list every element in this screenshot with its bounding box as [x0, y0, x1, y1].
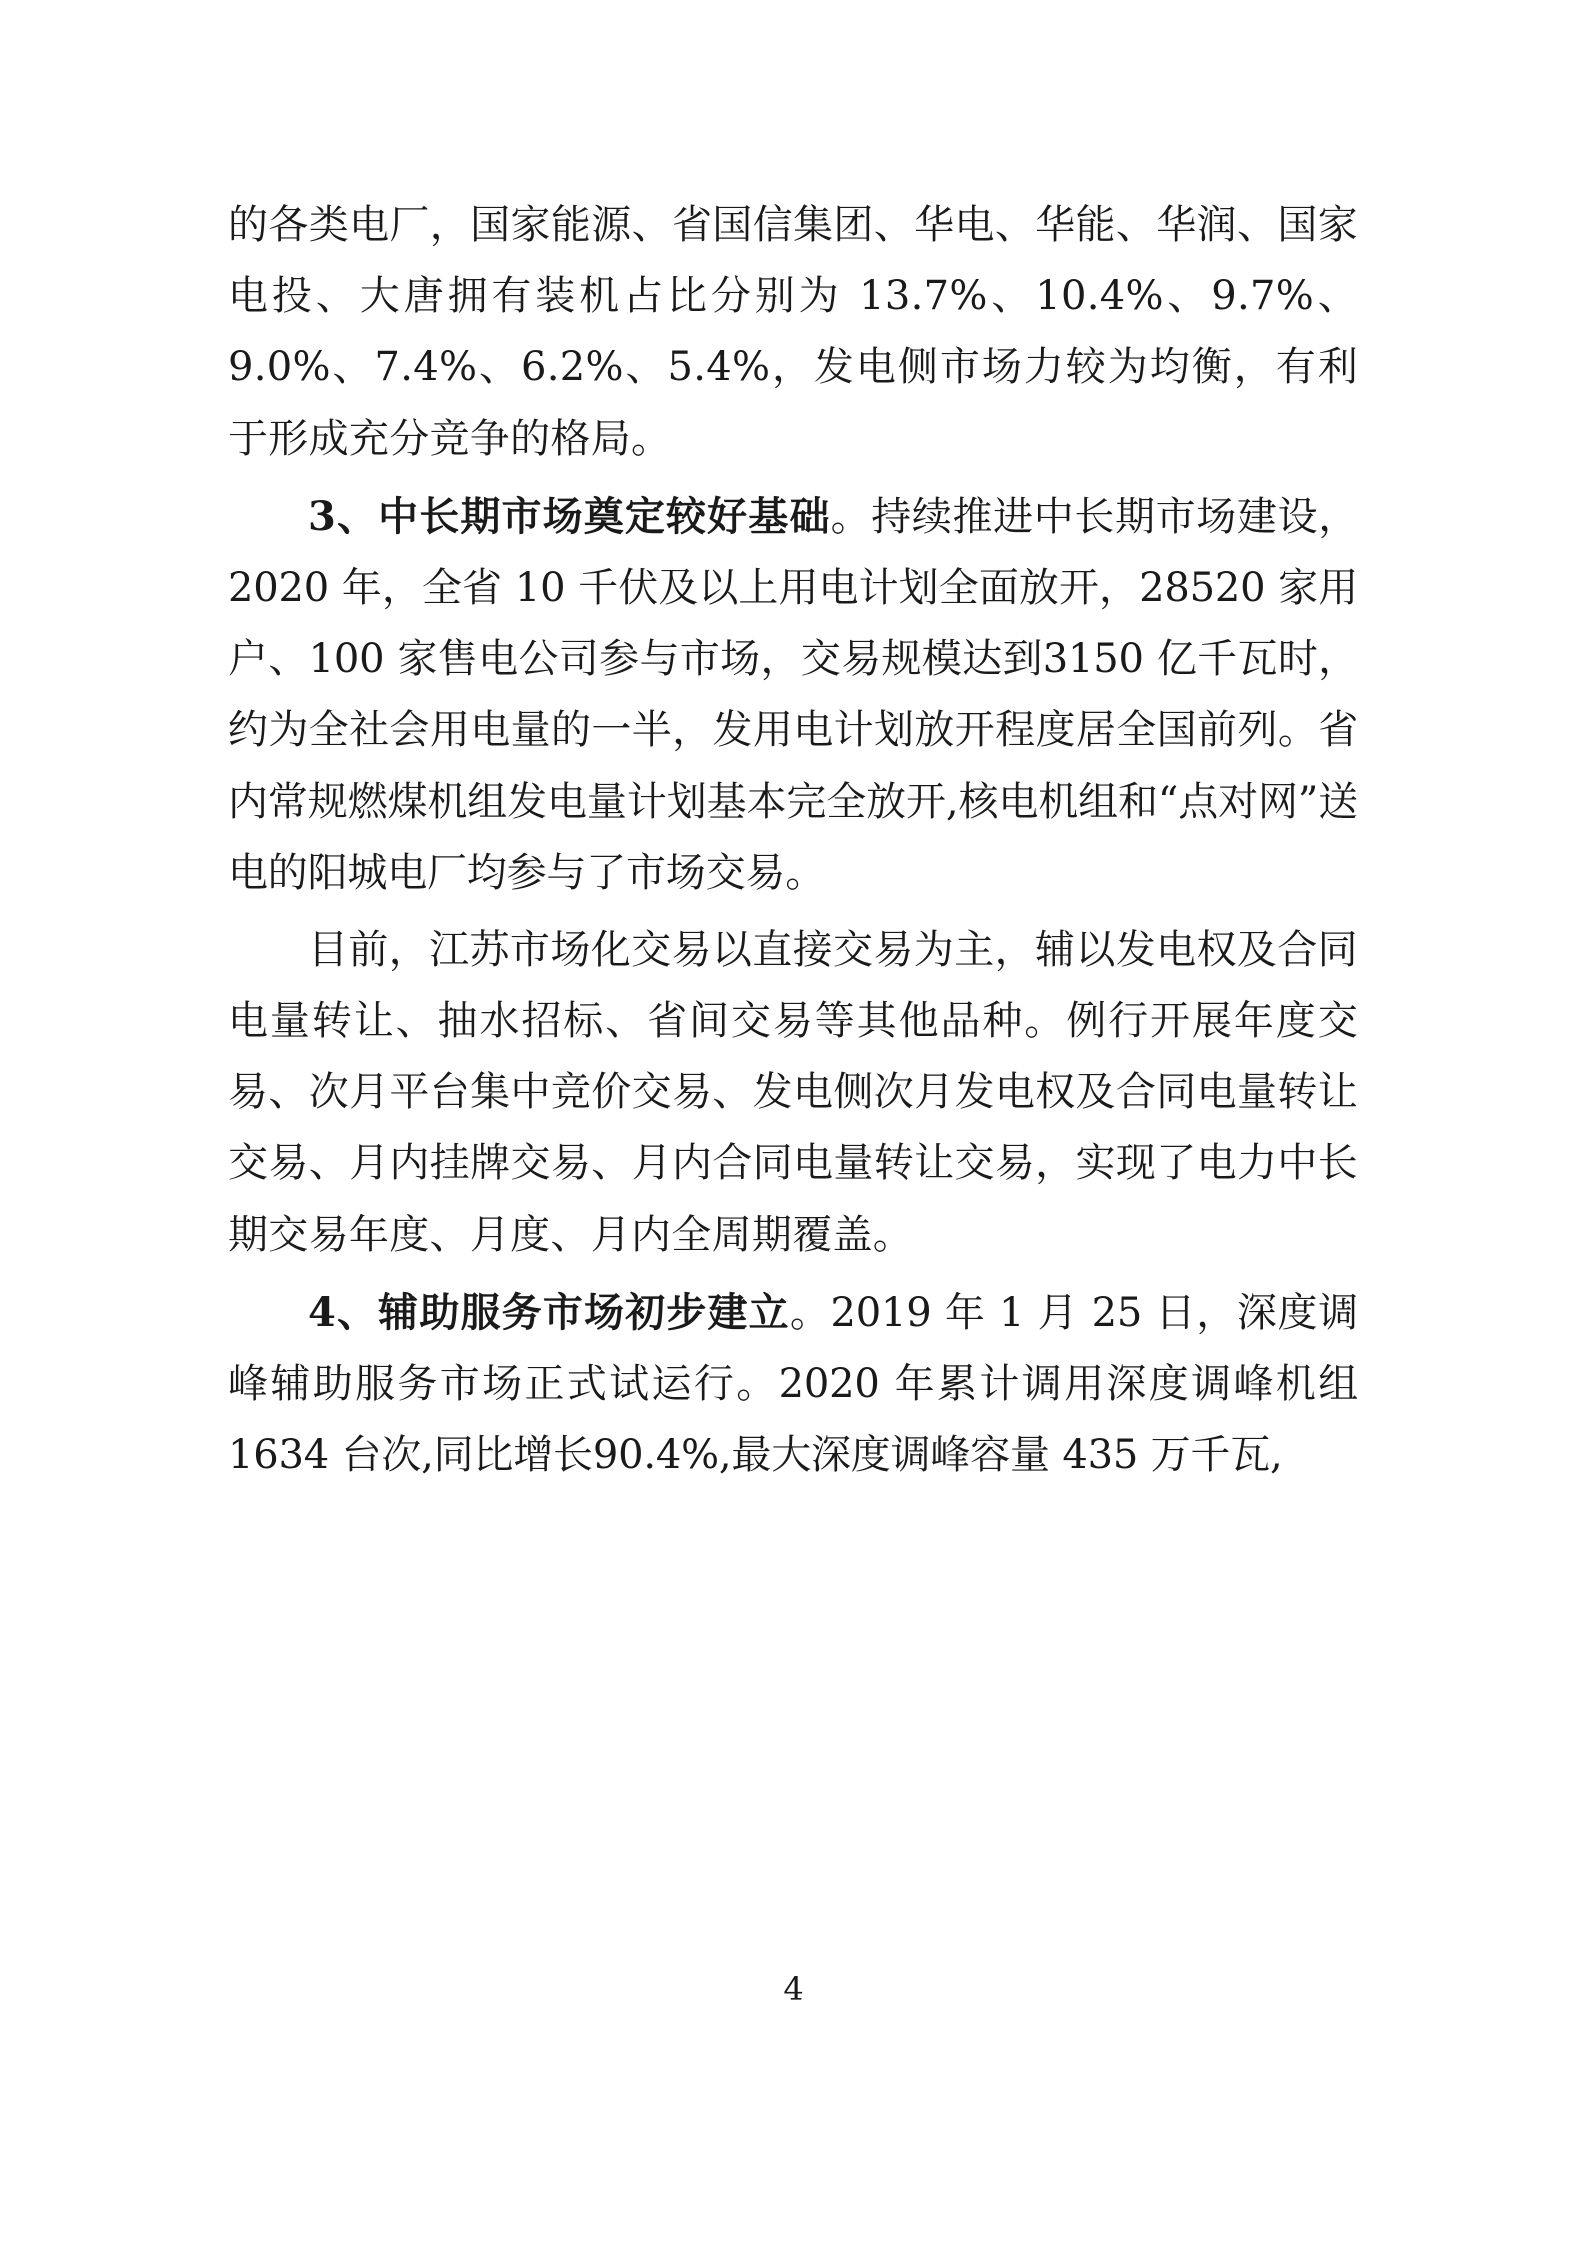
paragraph-item-3 [228, 481, 1358, 909]
paragraph-current-status [228, 915, 1358, 1271]
paragraph-item-4 [228, 1277, 1358, 1492]
paragraph-text-status: 目前，江苏市场化交易以直接交易为主，辅以发电权及合同电量转让、抽水招标、省间交易等其他品种。例行开展年度交易、次月平台集中竞价交易、发电侧次月发电权及合同电量转让交易、月内挂牌交易、月内合同电量转让交易，实现了电力中长期交易年度、月度、月内全周期覆盖。 [228, 926, 1358, 1258]
page-body [228, 190, 1358, 1497]
paragraph-text: 的各类电厂，国家能源、省国信集团、华电、华能、华润、国家电投、大唐拥有装机占比分别为 13.7%、10.4%、9.7%、9.0%、7.4%、6.2%、5.4%，发电侧市场力较为均衡，有利于形成充分竞争的格局。 [228, 202, 1358, 462]
paragraph-continued [228, 190, 1358, 475]
paragraph-lead-4: 4、辅助服务市场初步建立 [308, 1288, 790, 1336]
paragraph-text-4: 。2019 年 1 月 25 日，深度调峰辅助服务市场正式试运行。2020 年累计调用深度调峰机组 1634 台次,同比增长90.4%,最大深度调峰容量 435 万千瓦, [228, 1289, 1358, 1479]
paragraph-text-3: 。持续推进中长期市场建设，2020 年，全省 10 千伏及以上用电计划全面放开，28520 家用户、100 家售电公司参与市场，交易规模达到3150 亿千瓦时，约为全社会用电量的一半，发用电计划放开程度居全国前列。省内常规燃煤机组发电量计划基本完全放开,核电机组和“点对网”送电的阳城电厂均参与了市场交易。 [228, 493, 1359, 896]
paragraph-lead-3: 3、中长期市场奠定较好基础 [308, 492, 831, 540]
page-number: 4 [783, 1970, 804, 2008]
